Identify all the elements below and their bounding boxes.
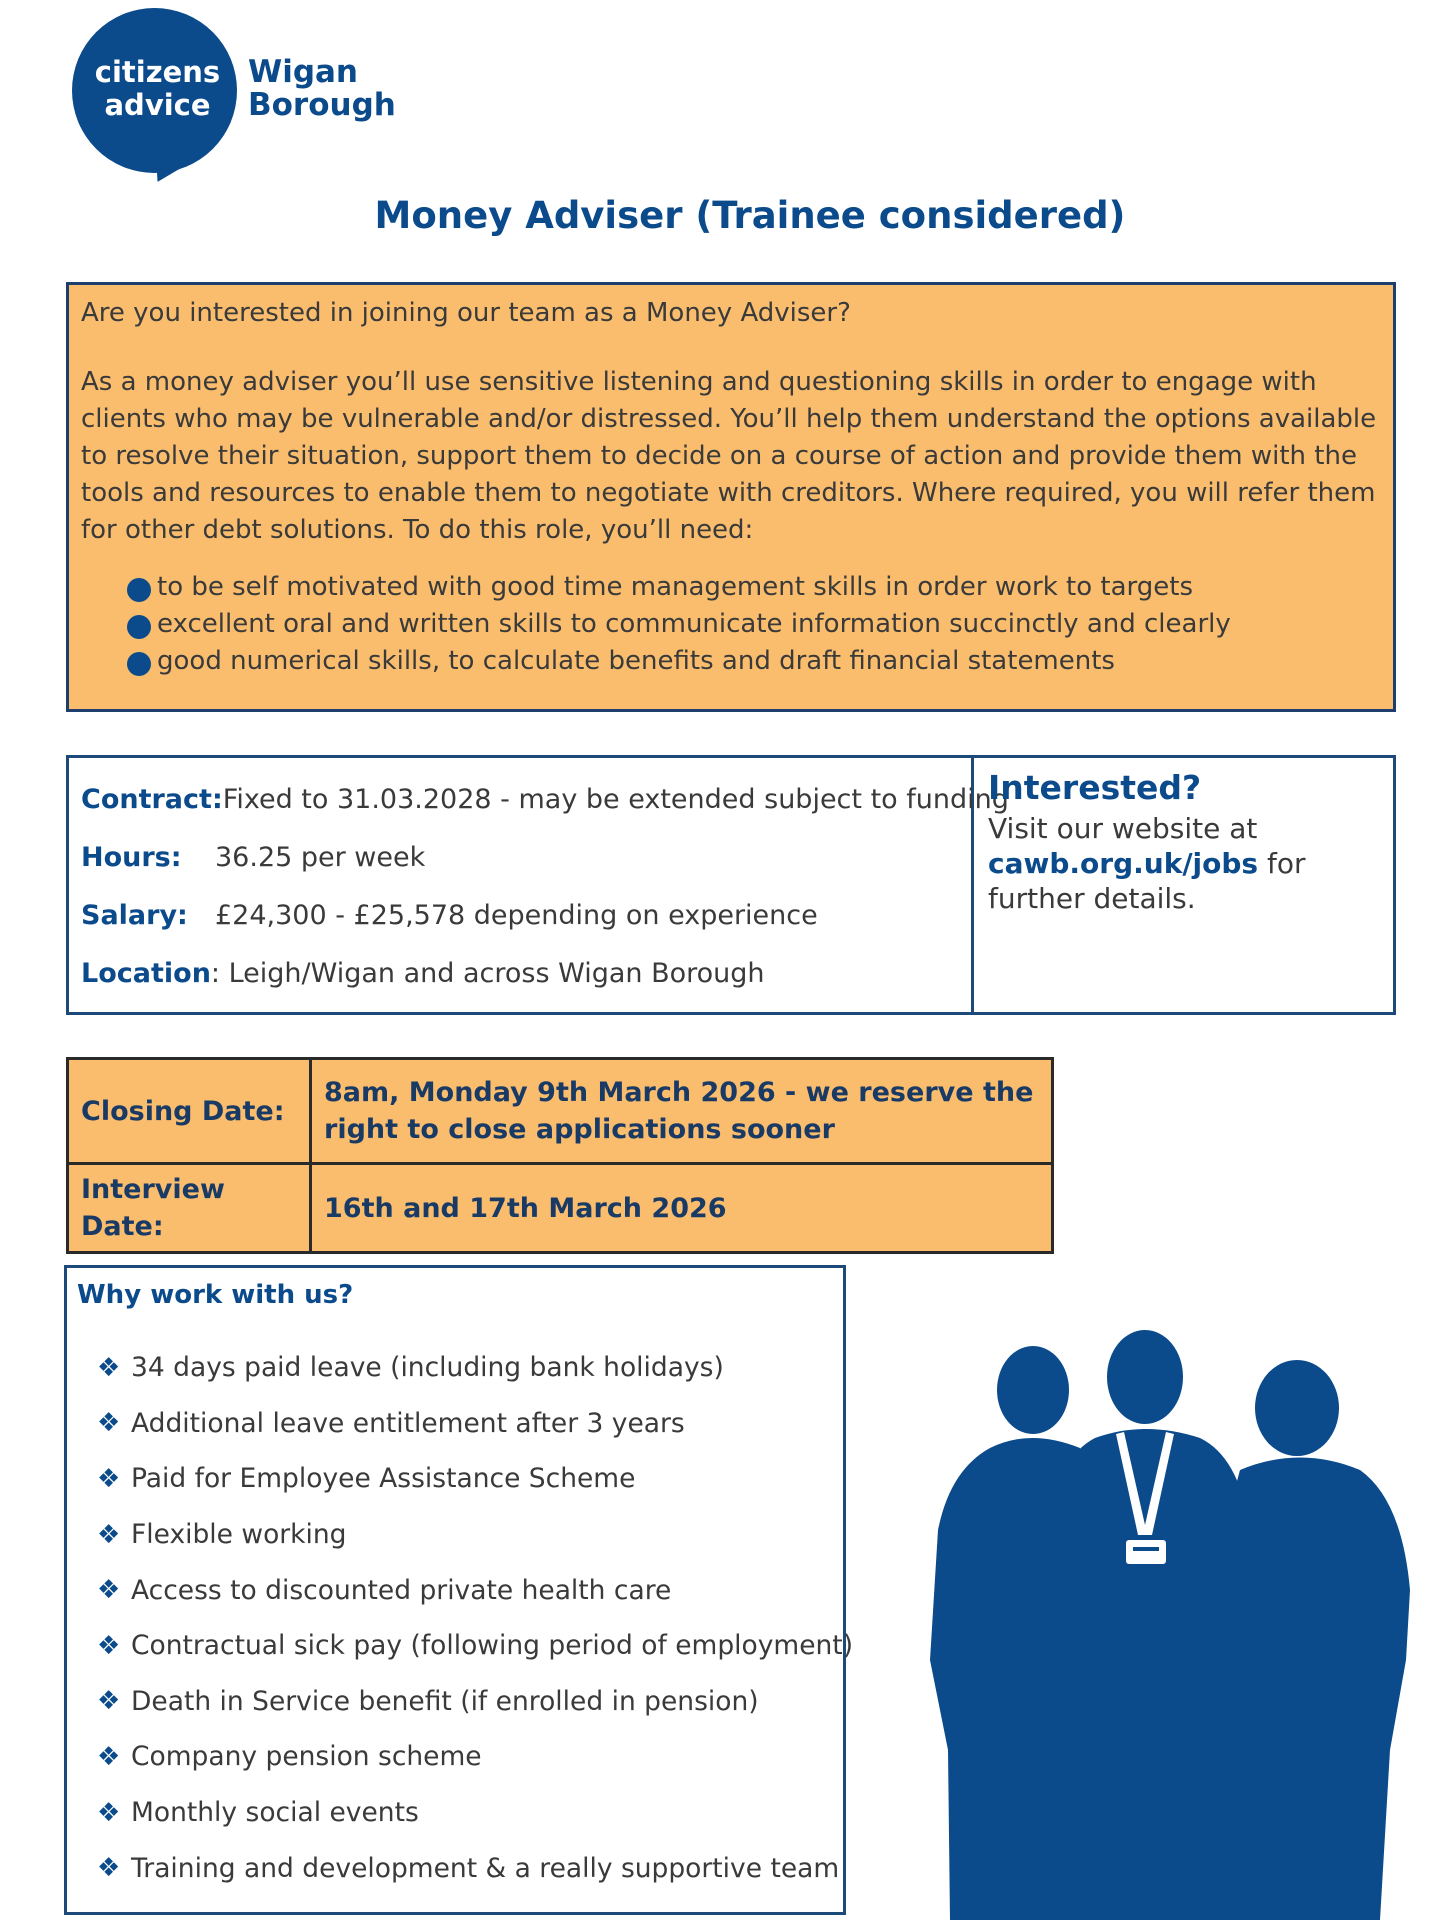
interested-text (988, 811, 1379, 916)
hours-row (81, 828, 959, 886)
interested-text-before: Visit our website at (988, 812, 1258, 845)
contract-value: Fixed to 31.03.2028 - may be extended subject to funding (222, 783, 1009, 815)
bullet-dot-icon (127, 652, 151, 676)
logo-text (90, 56, 225, 122)
diamond-bullet-icon: ❖ (97, 1797, 121, 1828)
salary-value: £24,300 - £25,578 depending on experience (215, 899, 818, 931)
list-item (97, 1396, 853, 1452)
job-details (69, 758, 1009, 1012)
bullet-text: good numerical skills, to calculate benefits and draft financial statements (157, 646, 1115, 676)
benefit-text: 34 days paid leave (including bank holidays) (131, 1352, 724, 1384)
diamond-bullet-icon: ❖ (97, 1463, 121, 1494)
benefit-text: Company pension scheme (131, 1741, 482, 1773)
diamond-bullet-icon: ❖ (97, 1352, 121, 1383)
list-item (127, 643, 1381, 680)
logo-line-advice: advice (104, 88, 211, 122)
logo-line-borough: Borough (248, 87, 396, 123)
bullet-text: excellent oral and written skills to communicate information succinctly and clearly (157, 609, 1231, 639)
location-value: : Leigh/Wigan and across Wigan Borough (210, 957, 765, 989)
why-title: Why work with us? (77, 1280, 354, 1310)
benefit-text: Training and development & a really supportive team (131, 1852, 840, 1884)
requirements-list (81, 569, 1381, 680)
list-item (97, 1840, 853, 1896)
benefit-text: Monthly social events (131, 1797, 419, 1829)
why-work-with-us-box (64, 1265, 854, 1915)
intro-question: Are you interested in joining our team as a Money Adviser? (81, 298, 851, 328)
list-item (97, 1674, 853, 1730)
list-item (127, 606, 1381, 643)
list-item (97, 1340, 853, 1396)
benefit-text: Flexible working (131, 1519, 347, 1551)
interview-date-value: 16th and 17th March 2026 (311, 1164, 1053, 1253)
closing-date-value: 8am, Monday 9th March 2026 - we reserve the right to close applications sooner (311, 1059, 1053, 1164)
bullet-dot-icon (127, 578, 151, 602)
citizens-advice-logo (72, 8, 396, 183)
location-label: Location (81, 957, 211, 989)
contract-row (81, 770, 1009, 828)
diamond-bullet-icon: ❖ (97, 1519, 121, 1550)
hours-value: 36.25 per week (215, 841, 426, 873)
benefit-text: Access to discounted private health care (131, 1574, 672, 1606)
interview-date-label: Interview Date: (68, 1164, 311, 1253)
list-item (127, 569, 1381, 606)
diamond-bullet-icon: ❖ (97, 1853, 121, 1884)
closing-date-label: Closing Date: (68, 1059, 311, 1164)
bullet-text: to be self motivated with good time management skills in order work to targets (157, 572, 1193, 602)
intro-box (66, 282, 1396, 712)
bullet-dot-icon (127, 615, 151, 639)
list-item (97, 1562, 853, 1618)
benefit-text: Paid for Employee Assistance Scheme (131, 1463, 636, 1495)
logo-line-wigan: Wigan (248, 54, 358, 90)
dates-table (66, 1057, 1054, 1254)
benefits-list (97, 1340, 853, 1896)
interested-heading: Interested? (988, 768, 1202, 807)
list-item (97, 1507, 853, 1563)
job-details-box (66, 755, 1396, 1015)
page-title: Money Adviser (Trainee considered) (374, 194, 1126, 237)
logo-wigan-borough (248, 56, 396, 122)
location-row (81, 944, 959, 1002)
website-link[interactable]: cawb.org.uk/jobs (988, 847, 1259, 880)
diamond-bullet-icon: ❖ (97, 1575, 121, 1606)
diamond-bullet-icon: ❖ (97, 1741, 121, 1772)
list-item (97, 1451, 853, 1507)
benefit-text: Death in Service benefit (if enrolled in pension) (131, 1685, 759, 1717)
benefit-text: Additional leave entitlement after 3 years (131, 1407, 685, 1439)
list-item (97, 1618, 853, 1674)
list-item (97, 1785, 853, 1841)
interested-text-after: for further details. (988, 847, 1306, 915)
interested-panel (974, 758, 1393, 1012)
diamond-bullet-icon: ❖ (97, 1408, 121, 1439)
diamond-bullet-icon: ❖ (97, 1686, 121, 1717)
table-row (68, 1059, 1053, 1164)
people-silhouette-illustration (920, 1330, 1420, 1920)
list-item (97, 1729, 853, 1785)
salary-label: Salary: (81, 899, 188, 931)
logo-line-citizens: citizens (94, 55, 221, 89)
diamond-bullet-icon: ❖ (97, 1630, 121, 1661)
contract-label: Contract: (81, 783, 223, 815)
benefit-text: Contractual sick pay (following period of employment) (131, 1630, 854, 1662)
salary-row (81, 886, 959, 944)
middle-person-silhouette (1040, 1330, 1258, 1920)
intro-paragraph: As a money adviser you’ll use sensitive listening and questioning skills in order to engage with clients who may be vulnerable and/or distressed. You’ll help them understand the options available to resolve their situation, support them to decide on a course of action and provide them with the tools and resources to enable them to negotiate with creditors. Where required, you will refer them for other debt solutions. To do this role, you’ll need: (81, 367, 1377, 545)
hours-label: Hours: (81, 841, 182, 873)
table-row (68, 1164, 1053, 1253)
